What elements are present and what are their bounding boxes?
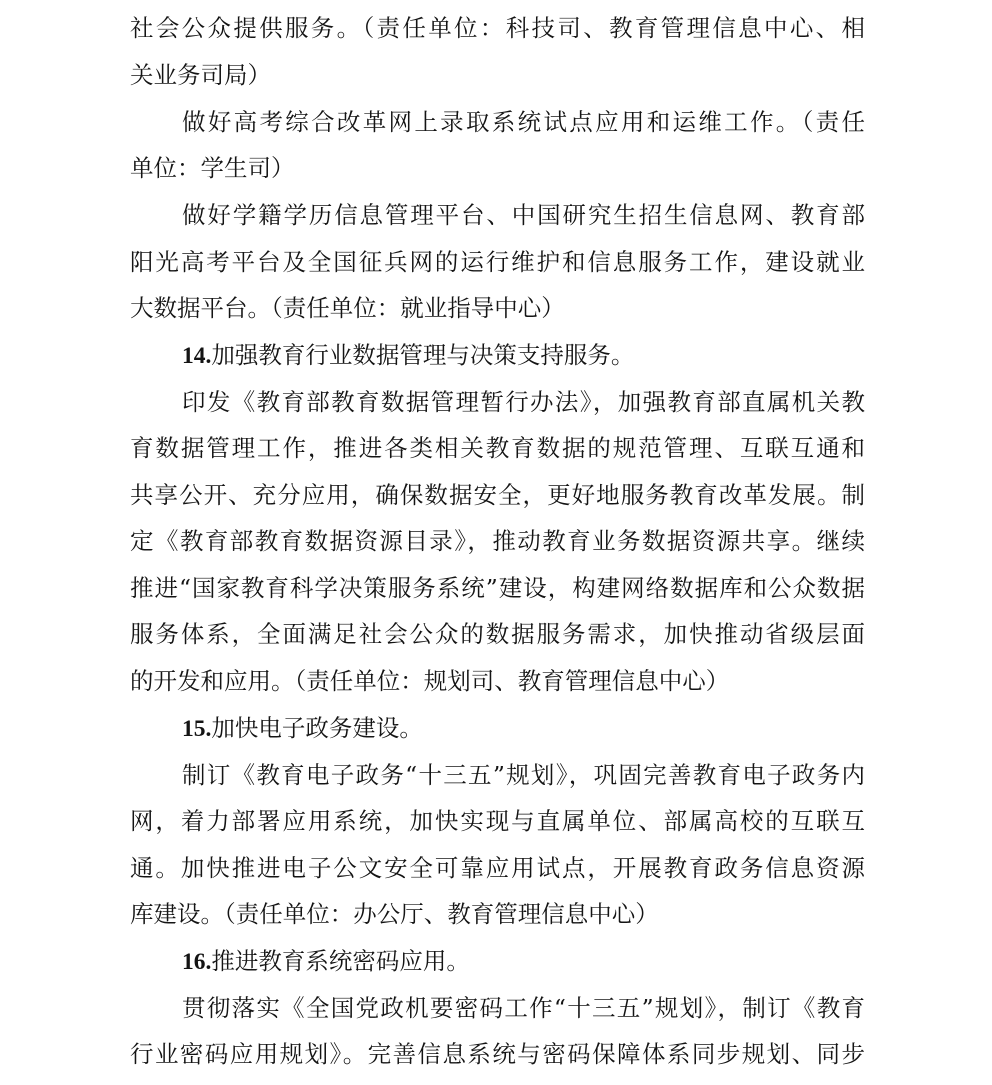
section-heading	[182, 335, 865, 375]
text-line: 通。加快推进电子公文安全可靠应用试点，开展教育政务信息资源	[130, 854, 865, 882]
section-heading	[182, 708, 865, 748]
text-line: 库建设。（责任单位：办公厅、教育管理信息中心）	[130, 900, 659, 928]
text-line: 育数据管理工作，推进各类相关教育数据的规范管理、互联互通和	[130, 434, 865, 462]
text-line: 社会公众提供服务。（责任单位：科技司、教育管理信息中心、相	[130, 14, 865, 42]
section-title: 加快电子政务建设。	[211, 714, 423, 742]
text-line: 贯彻落实《全国党政机要密码工作“十三五”规划》，制订《教育	[182, 994, 865, 1022]
text-line: 定《教育部教育数据资源目录》，推动教育业务数据资源共享。继续	[130, 527, 865, 555]
text-line: 网，着力部署应用系统，加快实现与直属单位、部属高校的互联互	[130, 807, 865, 835]
section-title: 推进教育系统密码应用。	[211, 947, 470, 975]
section-title: 加强教育行业数据管理与决策支持服务。	[211, 341, 635, 369]
text-line: 服务体系，全面满足社会公众的数据服务需求，加快推动省级层面	[130, 620, 865, 648]
text-line: 共享公开、充分应用，确保数据安全，更好地服务教育改革发展。制	[130, 481, 865, 509]
text-line: 阳光高考平台及全国征兵网的运行维护和信息服务工作，建设就业	[130, 248, 865, 276]
text-line: 大数据平台。（责任单位：就业指导中心）	[130, 294, 565, 322]
section-heading	[182, 941, 865, 981]
text-line: 做好高考综合改革网上录取系统试点应用和运维工作。（责任	[182, 108, 865, 136]
text-line: 做好学籍学历信息管理平台、中国研究生招生信息网、教育部	[182, 201, 865, 229]
text-line: 的开发和应用。（责任单位：规划司、教育管理信息中心）	[130, 667, 730, 695]
text-line: 推进“国家教育科学决策服务系统”建设，构建网络数据库和公众数据	[130, 574, 865, 602]
section-number: 16.	[182, 949, 212, 975]
text-line: 关业务司局）	[130, 61, 271, 89]
section-number: 15.	[182, 716, 212, 742]
text-line: 单位：学生司）	[130, 154, 295, 182]
text-line: 印发《教育部教育数据管理暂行办法》，加强教育部直属机关教	[182, 388, 865, 416]
section-number: 14.	[182, 343, 212, 369]
text-line: 行业密码应用规划》。完善信息系统与密码保障体系同步规划、同步	[130, 1040, 865, 1068]
text-line: 制订《教育电子政务“十三五”规划》，巩固完善教育电子政务内	[182, 761, 865, 789]
